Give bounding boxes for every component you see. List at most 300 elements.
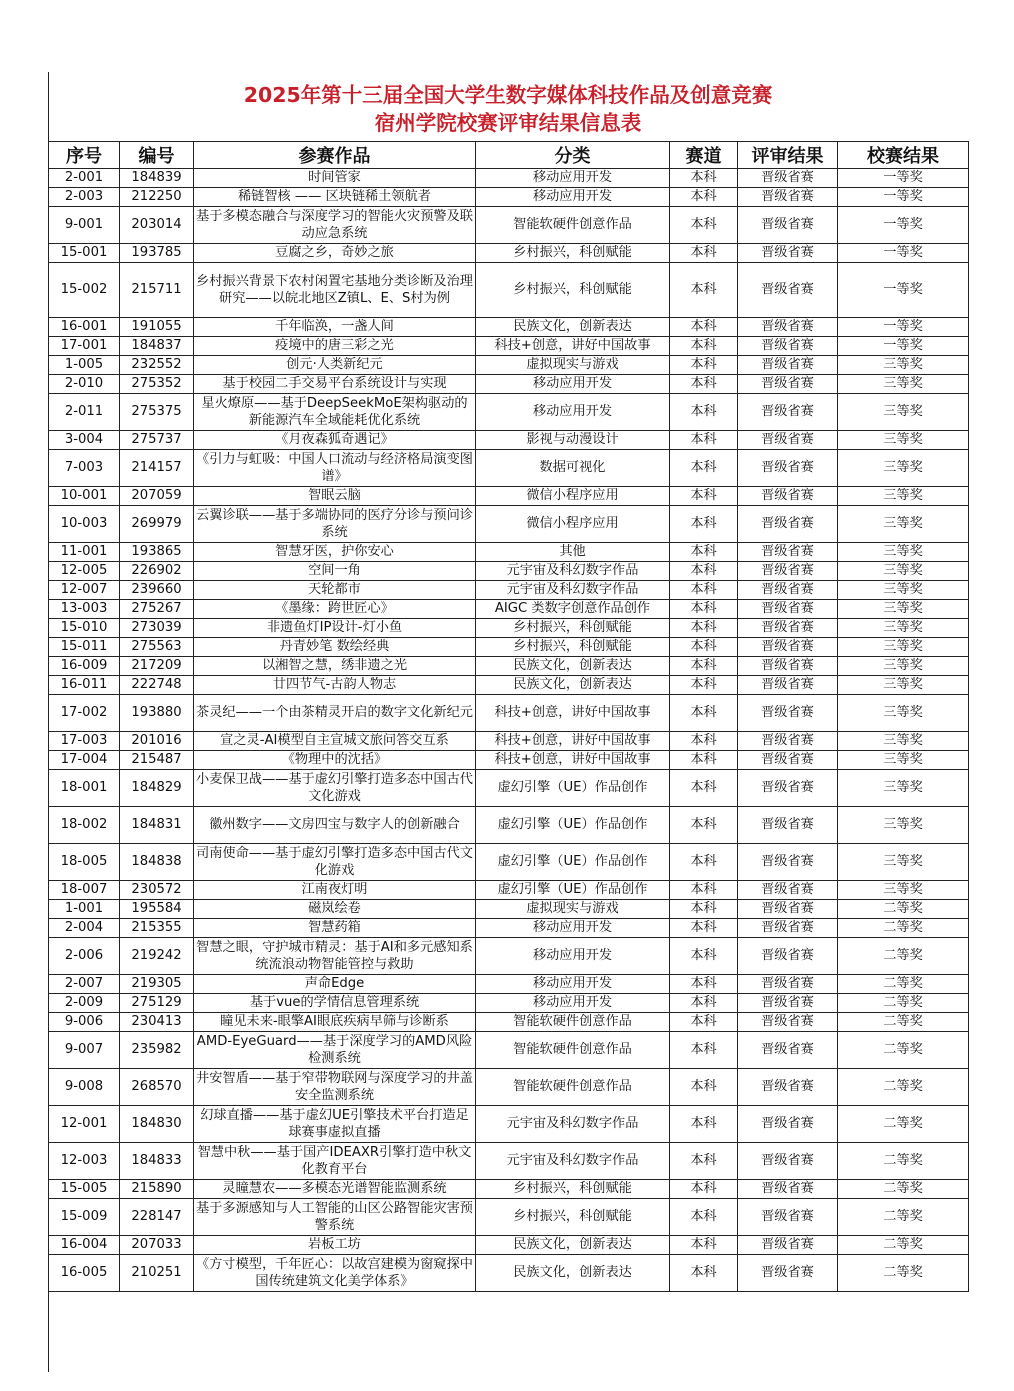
document-page — [48, 72, 968, 1292]
cell-work: AMD-EyeGuard——基于深度学习的AMD风险检测系统 — [194, 1032, 476, 1069]
cell-review: 晋级省赛 — [738, 695, 838, 732]
cell-category: 微信小程序应用 — [476, 487, 670, 506]
cell-review: 晋级省赛 — [738, 1032, 838, 1069]
header-id: 编号 — [120, 142, 194, 169]
cell-category: 移动应用开发 — [476, 994, 670, 1013]
table-row — [49, 900, 969, 919]
cell-work: 基于多源感知与人工智能的山区公路智能灾害预警系统 — [194, 1199, 476, 1236]
cell-review: 晋级省赛 — [738, 487, 838, 506]
cell-index: 2-004 — [49, 919, 120, 938]
cell-category: 元宇宙及科幻数字作品 — [476, 1106, 670, 1143]
cell-award: 三等奖 — [838, 676, 969, 695]
cell-review: 晋级省赛 — [738, 337, 838, 356]
cell-index: 1-001 — [49, 900, 120, 919]
cell-work: 智慧药箱 — [194, 919, 476, 938]
cell-track: 本科 — [670, 657, 738, 676]
cell-index: 17-004 — [49, 751, 120, 770]
cell-index: 2-003 — [49, 188, 120, 207]
cell-work: 星火燎原——基于DeepSeekMoE架构驱动的新能源汽车全域能耗优化系统 — [194, 394, 476, 431]
cell-category: 影视与动漫设计 — [476, 431, 670, 450]
cell-award: 一等奖 — [838, 244, 969, 263]
cell-id: 275129 — [120, 994, 194, 1013]
cell-index: 15-009 — [49, 1199, 120, 1236]
cell-track: 本科 — [670, 450, 738, 487]
cell-review: 晋级省赛 — [738, 657, 838, 676]
cell-review: 晋级省赛 — [738, 431, 838, 450]
table-body — [49, 169, 969, 1292]
cell-category: 移动应用开发 — [476, 919, 670, 938]
cell-review: 晋级省赛 — [738, 994, 838, 1013]
cell-id: 207033 — [120, 1236, 194, 1255]
cell-award: 一等奖 — [838, 263, 969, 318]
cell-index: 15-011 — [49, 638, 120, 657]
cell-work: 《物理中的沈括》 — [194, 751, 476, 770]
cell-track: 本科 — [670, 1106, 738, 1143]
cell-track: 本科 — [670, 1255, 738, 1292]
cell-track: 本科 — [670, 638, 738, 657]
cell-review: 晋级省赛 — [738, 394, 838, 431]
cell-review: 晋级省赛 — [738, 562, 838, 581]
cell-id: 219305 — [120, 975, 194, 994]
cell-index: 12-007 — [49, 581, 120, 600]
table-row — [49, 431, 969, 450]
cell-id: 195584 — [120, 900, 194, 919]
cell-category: 移动应用开发 — [476, 169, 670, 188]
cell-category: 乡村振兴，科创赋能 — [476, 638, 670, 657]
table-row — [49, 450, 969, 487]
cell-track: 本科 — [670, 619, 738, 638]
table-row — [49, 638, 969, 657]
cell-index: 12-001 — [49, 1106, 120, 1143]
table-row — [49, 337, 969, 356]
cell-work: 瞳见未来-眼擎AI眼底疾病早筛与诊断系 — [194, 1013, 476, 1032]
cell-category: 科技+创意，讲好中国故事 — [476, 695, 670, 732]
cell-work: 智眠云脑 — [194, 487, 476, 506]
cell-id: 193785 — [120, 244, 194, 263]
cell-review: 晋级省赛 — [738, 1013, 838, 1032]
cell-track: 本科 — [670, 543, 738, 562]
cell-id: 184830 — [120, 1106, 194, 1143]
table-row — [49, 1199, 969, 1236]
cell-award: 二等奖 — [838, 1199, 969, 1236]
cell-track: 本科 — [670, 600, 738, 619]
document-title — [48, 72, 968, 138]
cell-id: 193880 — [120, 695, 194, 732]
header-category: 分类 — [476, 142, 670, 169]
cell-index: 11-001 — [49, 543, 120, 562]
cell-track: 本科 — [670, 337, 738, 356]
cell-work: 千年临涣，一盏人间 — [194, 318, 476, 337]
cell-work: 声命Edge — [194, 975, 476, 994]
table-row — [49, 751, 969, 770]
cell-review: 晋级省赛 — [738, 543, 838, 562]
cell-index: 1-005 — [49, 356, 120, 375]
cell-review: 晋级省赛 — [738, 581, 838, 600]
cell-track: 本科 — [670, 188, 738, 207]
table-row — [49, 975, 969, 994]
cell-award: 一等奖 — [838, 207, 969, 244]
cell-index: 12-005 — [49, 562, 120, 581]
cell-category: 智能软硬件创意作品 — [476, 1069, 670, 1106]
cell-track: 本科 — [670, 900, 738, 919]
cell-track: 本科 — [670, 676, 738, 695]
cell-work: 智慧之眼，守护城市精灵：基于AI和多元感知系统流浪动物智能管控与救助 — [194, 938, 476, 975]
cell-track: 本科 — [670, 994, 738, 1013]
cell-id: 184831 — [120, 807, 194, 844]
cell-id: 268570 — [120, 1069, 194, 1106]
table-row — [49, 375, 969, 394]
cell-award: 三等奖 — [838, 394, 969, 431]
cell-review: 晋级省赛 — [738, 676, 838, 695]
cell-index: 10-001 — [49, 487, 120, 506]
cell-category: 移动应用开发 — [476, 375, 670, 394]
cell-review: 晋级省赛 — [738, 1236, 838, 1255]
cell-work: 幻球直播——基于虚幻UE引擎技术平台打造足球赛事虚拟直播 — [194, 1106, 476, 1143]
cell-track: 本科 — [670, 487, 738, 506]
cell-id: 184839 — [120, 169, 194, 188]
cell-id: 275375 — [120, 394, 194, 431]
cell-award: 二等奖 — [838, 900, 969, 919]
cell-work: 茶灵纪——一个由茶精灵开启的数字文化新纪元 — [194, 695, 476, 732]
table-row — [49, 356, 969, 375]
cell-category: 科技+创意，讲好中国故事 — [476, 732, 670, 751]
cell-index: 18-005 — [49, 844, 120, 881]
cell-id: 191055 — [120, 318, 194, 337]
cell-work: 灵瞳慧农——多模态光谱智能监测系统 — [194, 1180, 476, 1199]
cell-index: 9-008 — [49, 1069, 120, 1106]
table-row — [49, 263, 969, 318]
cell-index: 2-007 — [49, 975, 120, 994]
cell-id: 222748 — [120, 676, 194, 695]
cell-track: 本科 — [670, 1069, 738, 1106]
cell-award: 一等奖 — [838, 337, 969, 356]
cell-category: 虚幻引擎（UE）作品创作 — [476, 881, 670, 900]
cell-category: 智能软硬件创意作品 — [476, 1032, 670, 1069]
cell-category: 民族文化，创新表达 — [476, 1255, 670, 1292]
cell-award: 三等奖 — [838, 695, 969, 732]
cell-id: 193865 — [120, 543, 194, 562]
cell-review: 晋级省赛 — [738, 919, 838, 938]
cell-review: 晋级省赛 — [738, 318, 838, 337]
cell-index: 17-003 — [49, 732, 120, 751]
cell-award: 一等奖 — [838, 169, 969, 188]
cell-id: 184829 — [120, 770, 194, 807]
cell-work: 基于多模态融合与深度学习的智能火灾预警及联动应急系统 — [194, 207, 476, 244]
cell-index: 2-009 — [49, 994, 120, 1013]
cell-award: 三等奖 — [838, 807, 969, 844]
cell-id: 230572 — [120, 881, 194, 900]
cell-track: 本科 — [670, 695, 738, 732]
cell-category: 数据可视化 — [476, 450, 670, 487]
cell-id: 275737 — [120, 431, 194, 450]
cell-track: 本科 — [670, 1180, 738, 1199]
cell-id: 230413 — [120, 1013, 194, 1032]
header-index: 序号 — [49, 142, 120, 169]
cell-category: 科技+创意，讲好中国故事 — [476, 751, 670, 770]
cell-review: 晋级省赛 — [738, 881, 838, 900]
cell-award: 二等奖 — [838, 1143, 969, 1180]
table-row — [49, 600, 969, 619]
cell-index: 9-007 — [49, 1032, 120, 1069]
cell-track: 本科 — [670, 263, 738, 318]
table-row — [49, 506, 969, 543]
cell-id: 275563 — [120, 638, 194, 657]
cell-award: 三等奖 — [838, 638, 969, 657]
cell-work: 智慧中秋——基于国产IDEAXR引擎打造中秋文化教育平台 — [194, 1143, 476, 1180]
cell-award: 三等奖 — [838, 506, 969, 543]
cell-index: 15-002 — [49, 263, 120, 318]
cell-index: 16-011 — [49, 676, 120, 695]
cell-award: 二等奖 — [838, 919, 969, 938]
cell-review: 晋级省赛 — [738, 600, 838, 619]
cell-track: 本科 — [670, 207, 738, 244]
cell-category: 微信小程序应用 — [476, 506, 670, 543]
table-row — [49, 487, 969, 506]
table-row — [49, 1032, 969, 1069]
table-row — [49, 244, 969, 263]
cell-award: 二等奖 — [838, 1180, 969, 1199]
cell-award: 二等奖 — [838, 1032, 969, 1069]
cell-id: 212250 — [120, 188, 194, 207]
cell-work: 井安智盾——基于窄带物联网与深度学习的井盖安全监测系统 — [194, 1069, 476, 1106]
cell-review: 晋级省赛 — [738, 1199, 838, 1236]
cell-award: 三等奖 — [838, 881, 969, 900]
cell-id: 275352 — [120, 375, 194, 394]
cell-review: 晋级省赛 — [738, 975, 838, 994]
cell-id: 228147 — [120, 1199, 194, 1236]
cell-track: 本科 — [670, 169, 738, 188]
cell-category: 元宇宙及科幻数字作品 — [476, 581, 670, 600]
table-row — [49, 619, 969, 638]
cell-work: 小麦保卫战——基于虚幻引擎打造多态中国古代文化游戏 — [194, 770, 476, 807]
cell-review: 晋级省赛 — [738, 1255, 838, 1292]
table-header-row — [49, 142, 969, 169]
cell-review: 晋级省赛 — [738, 1069, 838, 1106]
cell-review: 晋级省赛 — [738, 375, 838, 394]
cell-category: 乡村振兴，科创赋能 — [476, 1180, 670, 1199]
cell-award: 二等奖 — [838, 938, 969, 975]
table-row — [49, 994, 969, 1013]
cell-category: 乡村振兴，科创赋能 — [476, 244, 670, 263]
cell-work: 基于vue的学情信息管理系统 — [194, 994, 476, 1013]
cell-award: 三等奖 — [838, 581, 969, 600]
cell-review: 晋级省赛 — [738, 638, 838, 657]
cell-work: 智慧牙医，护你安心 — [194, 543, 476, 562]
table-row — [49, 919, 969, 938]
cell-index: 18-007 — [49, 881, 120, 900]
cell-index: 2-011 — [49, 394, 120, 431]
cell-award: 二等奖 — [838, 1236, 969, 1255]
cell-index: 10-003 — [49, 506, 120, 543]
table-row — [49, 169, 969, 188]
cell-category: 移动应用开发 — [476, 188, 670, 207]
cell-award: 三等奖 — [838, 844, 969, 881]
cell-category: 民族文化，创新表达 — [476, 318, 670, 337]
cell-id: 219242 — [120, 938, 194, 975]
cell-index: 15-010 — [49, 619, 120, 638]
cell-review: 晋级省赛 — [738, 356, 838, 375]
cell-index: 15-005 — [49, 1180, 120, 1199]
table-row — [49, 562, 969, 581]
cell-award: 一等奖 — [838, 318, 969, 337]
cell-review: 晋级省赛 — [738, 450, 838, 487]
cell-index: 2-001 — [49, 169, 120, 188]
table-row — [49, 881, 969, 900]
cell-id: 184833 — [120, 1143, 194, 1180]
cell-index: 18-002 — [49, 807, 120, 844]
cell-track: 本科 — [670, 770, 738, 807]
cell-track: 本科 — [670, 1199, 738, 1236]
cell-id: 215487 — [120, 751, 194, 770]
table-row — [49, 318, 969, 337]
cell-work: 《引力与虹吸：中国人口流动与经济格局演变图谱》 — [194, 450, 476, 487]
cell-award: 三等奖 — [838, 732, 969, 751]
cell-category: 虚幻引擎（UE）作品创作 — [476, 807, 670, 844]
cell-work: 稀链智核 —— 区块链稀土领航者 — [194, 188, 476, 207]
cell-work: 豆腐之乡，奇妙之旅 — [194, 244, 476, 263]
cell-award: 二等奖 — [838, 1013, 969, 1032]
table-row — [49, 1143, 969, 1180]
cell-award: 三等奖 — [838, 751, 969, 770]
cell-track: 本科 — [670, 919, 738, 938]
cell-work: 疫境中的唐三彩之光 — [194, 337, 476, 356]
cell-work: 《墨缘：跨世匠心》 — [194, 600, 476, 619]
cell-work: 时间管家 — [194, 169, 476, 188]
cell-index: 3-004 — [49, 431, 120, 450]
cell-track: 本科 — [670, 1236, 738, 1255]
cell-review: 晋级省赛 — [738, 770, 838, 807]
cell-index: 16-009 — [49, 657, 120, 676]
cell-track: 本科 — [670, 751, 738, 770]
cell-track: 本科 — [670, 581, 738, 600]
cell-award: 三等奖 — [838, 543, 969, 562]
cell-work: 以湘智之慧，绣非遗之光 — [194, 657, 476, 676]
cell-index: 7-003 — [49, 450, 120, 487]
cell-work: 乡村振兴背景下农村闲置宅基地分类诊断及治理研究——以皖北地区Z镇L、E、S村为例 — [194, 263, 476, 318]
cell-review: 晋级省赛 — [738, 807, 838, 844]
cell-id: 184838 — [120, 844, 194, 881]
cell-id: 210251 — [120, 1255, 194, 1292]
table-row — [49, 1180, 969, 1199]
table-row — [49, 188, 969, 207]
cell-id: 215890 — [120, 1180, 194, 1199]
cell-review: 晋级省赛 — [738, 619, 838, 638]
cell-id: 184837 — [120, 337, 194, 356]
cell-index: 9-006 — [49, 1013, 120, 1032]
cell-category: 民族文化，创新表达 — [476, 657, 670, 676]
cell-award: 三等奖 — [838, 600, 969, 619]
cell-track: 本科 — [670, 506, 738, 543]
cell-id: 214157 — [120, 450, 194, 487]
cell-category: 虚拟现实与游戏 — [476, 900, 670, 919]
cell-review: 晋级省赛 — [738, 244, 838, 263]
table-row — [49, 1013, 969, 1032]
table-row — [49, 938, 969, 975]
cell-award: 二等奖 — [838, 975, 969, 994]
cell-category: AIGC 类数字创意作品创作 — [476, 600, 670, 619]
table-row — [49, 394, 969, 431]
table-row — [49, 543, 969, 562]
table-row — [49, 1069, 969, 1106]
table-row — [49, 207, 969, 244]
cell-review: 晋级省赛 — [738, 1106, 838, 1143]
cell-review: 晋级省赛 — [738, 900, 838, 919]
cell-category: 元宇宙及科幻数字作品 — [476, 1143, 670, 1180]
cell-index: 18-001 — [49, 770, 120, 807]
cell-id: 275267 — [120, 600, 194, 619]
cell-review: 晋级省赛 — [738, 1143, 838, 1180]
cell-award: 三等奖 — [838, 487, 969, 506]
cell-category: 移动应用开发 — [476, 394, 670, 431]
cell-category: 移动应用开发 — [476, 975, 670, 994]
table-row — [49, 732, 969, 751]
cell-work: 磁岚绘卷 — [194, 900, 476, 919]
cell-review: 晋级省赛 — [738, 263, 838, 318]
cell-track: 本科 — [670, 375, 738, 394]
cell-award: 一等奖 — [838, 188, 969, 207]
cell-award: 三等奖 — [838, 770, 969, 807]
cell-index: 16-001 — [49, 318, 120, 337]
cell-award: 二等奖 — [838, 1255, 969, 1292]
cell-id: 217209 — [120, 657, 194, 676]
cell-track: 本科 — [670, 356, 738, 375]
table-row — [49, 1106, 969, 1143]
cell-work: 基于校园二手交易平台系统设计与实现 — [194, 375, 476, 394]
cell-award: 三等奖 — [838, 431, 969, 450]
cell-category: 乡村振兴，科创赋能 — [476, 619, 670, 638]
cell-category: 其他 — [476, 543, 670, 562]
cell-work: 江南夜灯明 — [194, 881, 476, 900]
results-table — [48, 141, 969, 1292]
header-review: 评审结果 — [738, 142, 838, 169]
table-row — [49, 807, 969, 844]
cell-award: 三等奖 — [838, 450, 969, 487]
cell-track: 本科 — [670, 938, 738, 975]
cell-category: 民族文化，创新表达 — [476, 1236, 670, 1255]
cell-work: 《方寸模型，千年匠心：以故宫建模为窗窥探中国传统建筑文化美学体系》 — [194, 1255, 476, 1292]
cell-work: 空间一角 — [194, 562, 476, 581]
cell-review: 晋级省赛 — [738, 844, 838, 881]
table-row — [49, 1255, 969, 1292]
cell-track: 本科 — [670, 394, 738, 431]
cell-track: 本科 — [670, 562, 738, 581]
cell-id: 207059 — [120, 487, 194, 506]
cell-work: 司南使命——基于虚幻引擎打造多态中国古代文化游戏 — [194, 844, 476, 881]
cell-award: 二等奖 — [838, 1069, 969, 1106]
table-row — [49, 1236, 969, 1255]
cell-id: 203014 — [120, 207, 194, 244]
cell-index: 9-001 — [49, 207, 120, 244]
cell-category: 虚拟现实与游戏 — [476, 356, 670, 375]
cell-track: 本科 — [670, 1143, 738, 1180]
cell-track: 本科 — [670, 881, 738, 900]
cell-id: 269979 — [120, 506, 194, 543]
cell-review: 晋级省赛 — [738, 1180, 838, 1199]
cell-category: 智能软硬件创意作品 — [476, 207, 670, 244]
cell-id: 215355 — [120, 919, 194, 938]
cell-review: 晋级省赛 — [738, 751, 838, 770]
cell-track: 本科 — [670, 1032, 738, 1069]
cell-category: 民族文化，创新表达 — [476, 676, 670, 695]
cell-track: 本科 — [670, 318, 738, 337]
cell-index: 17-001 — [49, 337, 120, 356]
cell-award: 二等奖 — [838, 994, 969, 1013]
cell-work: 廿四节气-古韵人物志 — [194, 676, 476, 695]
cell-category: 科技+创意，讲好中国故事 — [476, 337, 670, 356]
cell-review: 晋级省赛 — [738, 188, 838, 207]
cell-award: 三等奖 — [838, 356, 969, 375]
cell-work: 天轮都市 — [194, 581, 476, 600]
